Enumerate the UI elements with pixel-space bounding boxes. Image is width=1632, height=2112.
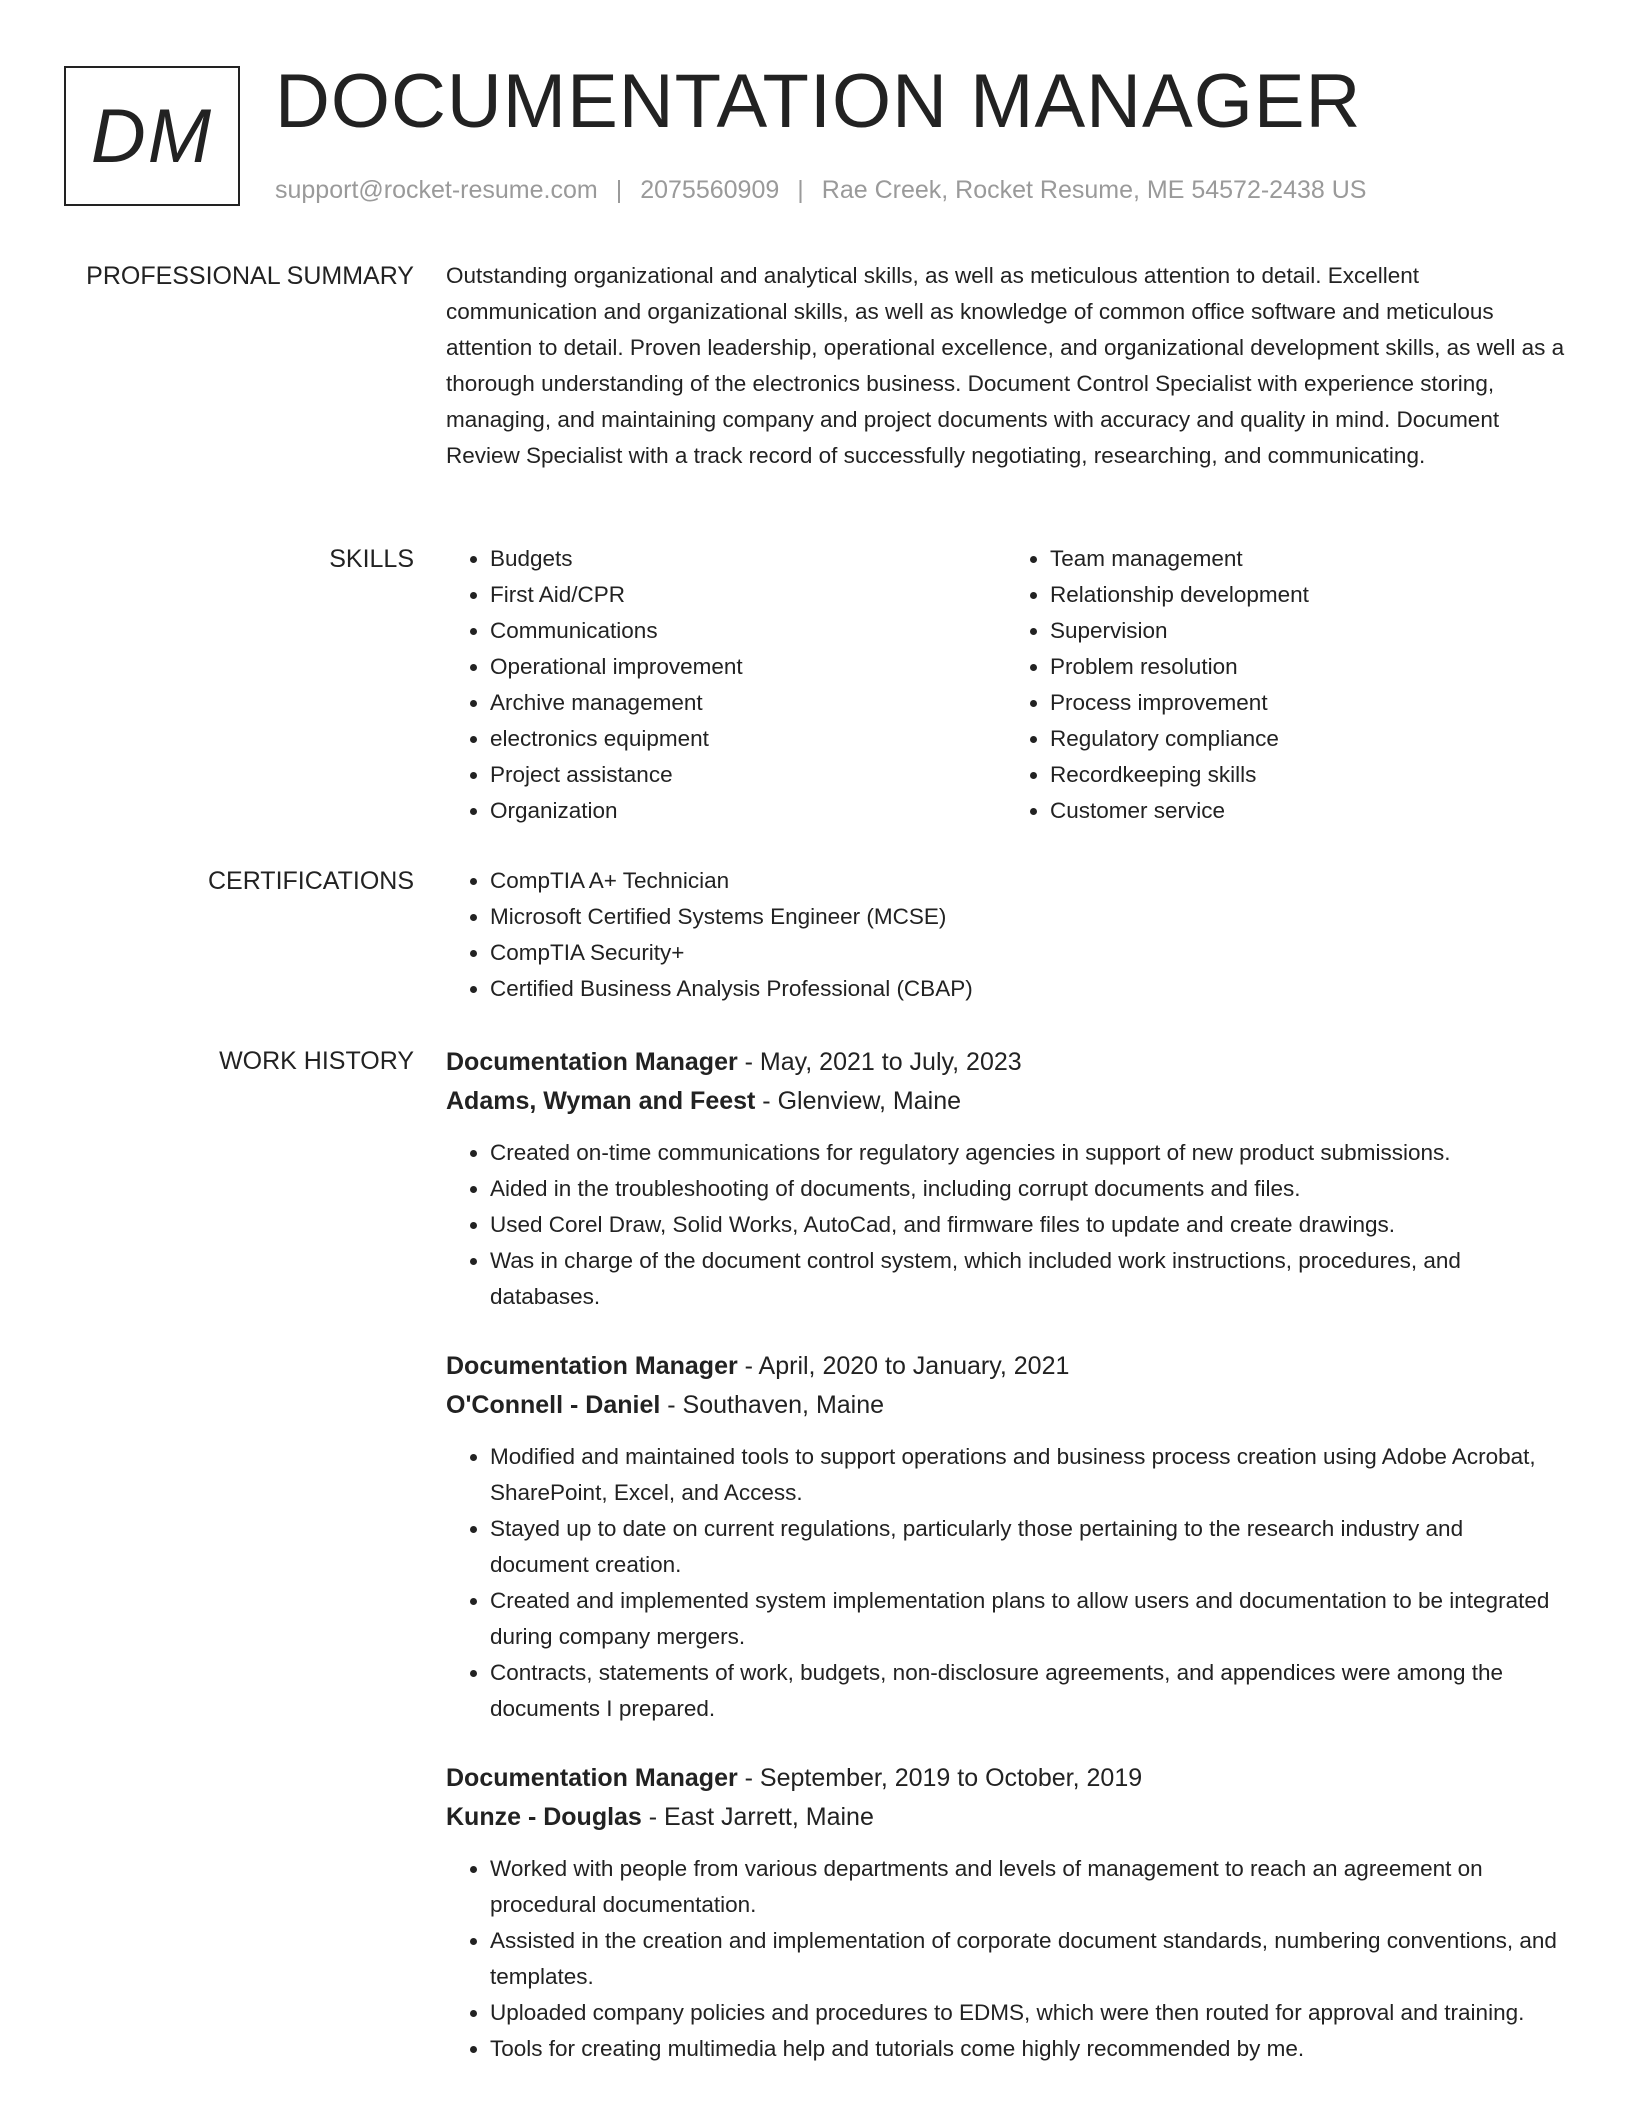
company-name: Adams, Wyman and Feest bbox=[446, 1087, 756, 1115]
section-label: CERTIFICATIONS bbox=[207, 867, 414, 895]
contact-email[interactable]: support@rocket-resume.com bbox=[275, 176, 598, 204]
job-bullet: • Uploaded company policies and procedures to EDMS, which were then routed for approval and training. bbox=[490, 1995, 1566, 2031]
skill-item: • Operational improvement bbox=[490, 649, 1006, 685]
company-location: - Southaven, Maine bbox=[660, 1391, 885, 1419]
skill-item: • Relationship development bbox=[1050, 577, 1566, 613]
skill-item: • Supervision bbox=[1050, 613, 1566, 649]
job-title-line bbox=[446, 1759, 1566, 1797]
job-title-line bbox=[446, 1347, 1566, 1385]
skill-item: • Archive management bbox=[490, 685, 1006, 721]
job-bullet: • Created and implemented system implementation plans to allow users and documentation to be integrated during company mergers. bbox=[490, 1583, 1566, 1655]
job-bullet: • Aided in the troubleshooting of documents, including corrupt documents and files. bbox=[490, 1171, 1566, 1207]
skill-item: • Team management bbox=[1050, 541, 1566, 577]
section-label: SKILLS bbox=[329, 545, 414, 573]
contact-phone[interactable]: 2075560909 bbox=[640, 176, 780, 204]
job-title-line bbox=[446, 1043, 1566, 1081]
company-line bbox=[446, 1797, 1566, 1837]
contact-separator: | bbox=[615, 176, 623, 204]
skill-item: • First Aid/CPR bbox=[490, 577, 1006, 613]
certification-item: • CompTIA A+ Technician bbox=[490, 863, 1566, 899]
summary-text: Outstanding organizational and analytical skills, as well as meticulous attention to detail. Excellent communication and organizational skills, as well as knowledge of common office software and meticulous attention to detail. Proven leadership, operational excellence, and organizational development skills, as well as a thorough understanding of the electronics business. Document Control Specialist with experience storing, managing, and maintaining company and project documents with accuracy and quality in mind. Document Review Specialist with a track record of successfully negotiating, researching, and communicating. bbox=[446, 263, 1565, 468]
company-location: - East Jarrett, Maine bbox=[641, 1803, 874, 1831]
job-dates: - May, 2021 to July, 2023 bbox=[737, 1048, 1022, 1076]
job-bullet: • Modified and maintained tools to support operations and business process creation using Adobe Acrobat, SharePoint, Excel, and Access. bbox=[490, 1439, 1566, 1511]
certifications-list bbox=[446, 863, 1566, 1007]
section-body bbox=[446, 863, 1566, 1007]
section-body bbox=[446, 541, 1566, 829]
job-entry bbox=[446, 1043, 1566, 1315]
contact-separator: | bbox=[797, 176, 804, 204]
certification-item: • Certified Business Analysis Professional (CBAP) bbox=[490, 971, 1566, 1007]
monogram: DM bbox=[64, 66, 240, 206]
job-bullets bbox=[446, 1135, 1566, 1315]
job-dates: - September, 2019 to October, 2019 bbox=[737, 1764, 1143, 1792]
company-location: - Glenview, Maine bbox=[755, 1087, 961, 1115]
section-label: PROFESSIONAL SUMMARY bbox=[86, 262, 414, 290]
company-line bbox=[446, 1385, 1566, 1425]
job-bullets bbox=[446, 1439, 1566, 1727]
contact-line bbox=[275, 174, 1366, 206]
company-line bbox=[446, 1081, 1566, 1121]
resume-title: DOCUMENTATION MANAGER bbox=[275, 59, 1362, 144]
company-name: O'Connell - Daniel bbox=[446, 1391, 661, 1419]
section-body bbox=[446, 1043, 1566, 2067]
skill-item: • Project assistance bbox=[490, 757, 1006, 793]
company-name: Kunze - Douglas bbox=[446, 1803, 642, 1831]
skills-list-right bbox=[1006, 541, 1566, 829]
job-bullet: • Created on-time communications for regulatory agencies in support of new product submissions. bbox=[490, 1135, 1566, 1171]
job-bullet: • Tools for creating multimedia help and tutorials come highly recommended by me. bbox=[490, 2031, 1566, 2067]
job-title: Documentation Manager bbox=[446, 1048, 738, 1076]
section-body bbox=[446, 258, 1566, 474]
job-bullet: • Worked with people from various departments and levels of management to reach an agreement on procedural documentation. bbox=[490, 1851, 1566, 1923]
skill-item: • Budgets bbox=[490, 541, 1006, 577]
skill-item: • Problem resolution bbox=[1050, 649, 1566, 685]
job-bullets bbox=[446, 1851, 1566, 2067]
skill-item: • Organization bbox=[490, 793, 1006, 829]
skill-item: • Communications bbox=[490, 613, 1006, 649]
skill-item: • Customer service bbox=[1050, 793, 1566, 829]
skill-item: • Recordkeeping skills bbox=[1050, 757, 1566, 793]
skills-columns bbox=[446, 541, 1566, 829]
skill-item: • electronics equipment bbox=[490, 721, 1006, 757]
section-label: WORK HISTORY bbox=[219, 1047, 414, 1075]
job-bullet: • Stayed up to date on current regulations, particularly those pertaining to the research industry and document creation. bbox=[490, 1511, 1566, 1583]
job-title: Documentation Manager bbox=[446, 1764, 738, 1792]
contact-address: Rae Creek, Rocket Resume, ME 54572-2438 US bbox=[821, 176, 1367, 204]
skill-item: • Process improvement bbox=[1050, 685, 1566, 721]
job-entry bbox=[446, 1759, 1566, 2067]
job-title: Documentation Manager bbox=[446, 1352, 738, 1380]
job-entry bbox=[446, 1347, 1566, 1727]
job-bullet: • Used Corel Draw, Solid Works, AutoCad, and firmware files to update and create drawings. bbox=[490, 1207, 1566, 1243]
skill-item: • Regulatory compliance bbox=[1050, 721, 1566, 757]
certification-item: • CompTIA Security+ bbox=[490, 935, 1566, 971]
skills-list-left bbox=[446, 541, 1006, 829]
job-bullet: • Contracts, statements of work, budgets, non-disclosure agreements, and appendices were among the documents I prepared. bbox=[490, 1655, 1566, 1727]
job-bullet: • Assisted in the creation and implementation of corporate document standards, numbering conventions, and templates. bbox=[490, 1923, 1566, 1995]
job-bullet: • Was in charge of the document control system, which included work instructions, procedures, and databases. bbox=[490, 1243, 1566, 1315]
job-dates: - April, 2020 to January, 2021 bbox=[737, 1352, 1070, 1380]
certification-item: • Microsoft Certified Systems Engineer (MCSE) bbox=[490, 899, 1566, 935]
